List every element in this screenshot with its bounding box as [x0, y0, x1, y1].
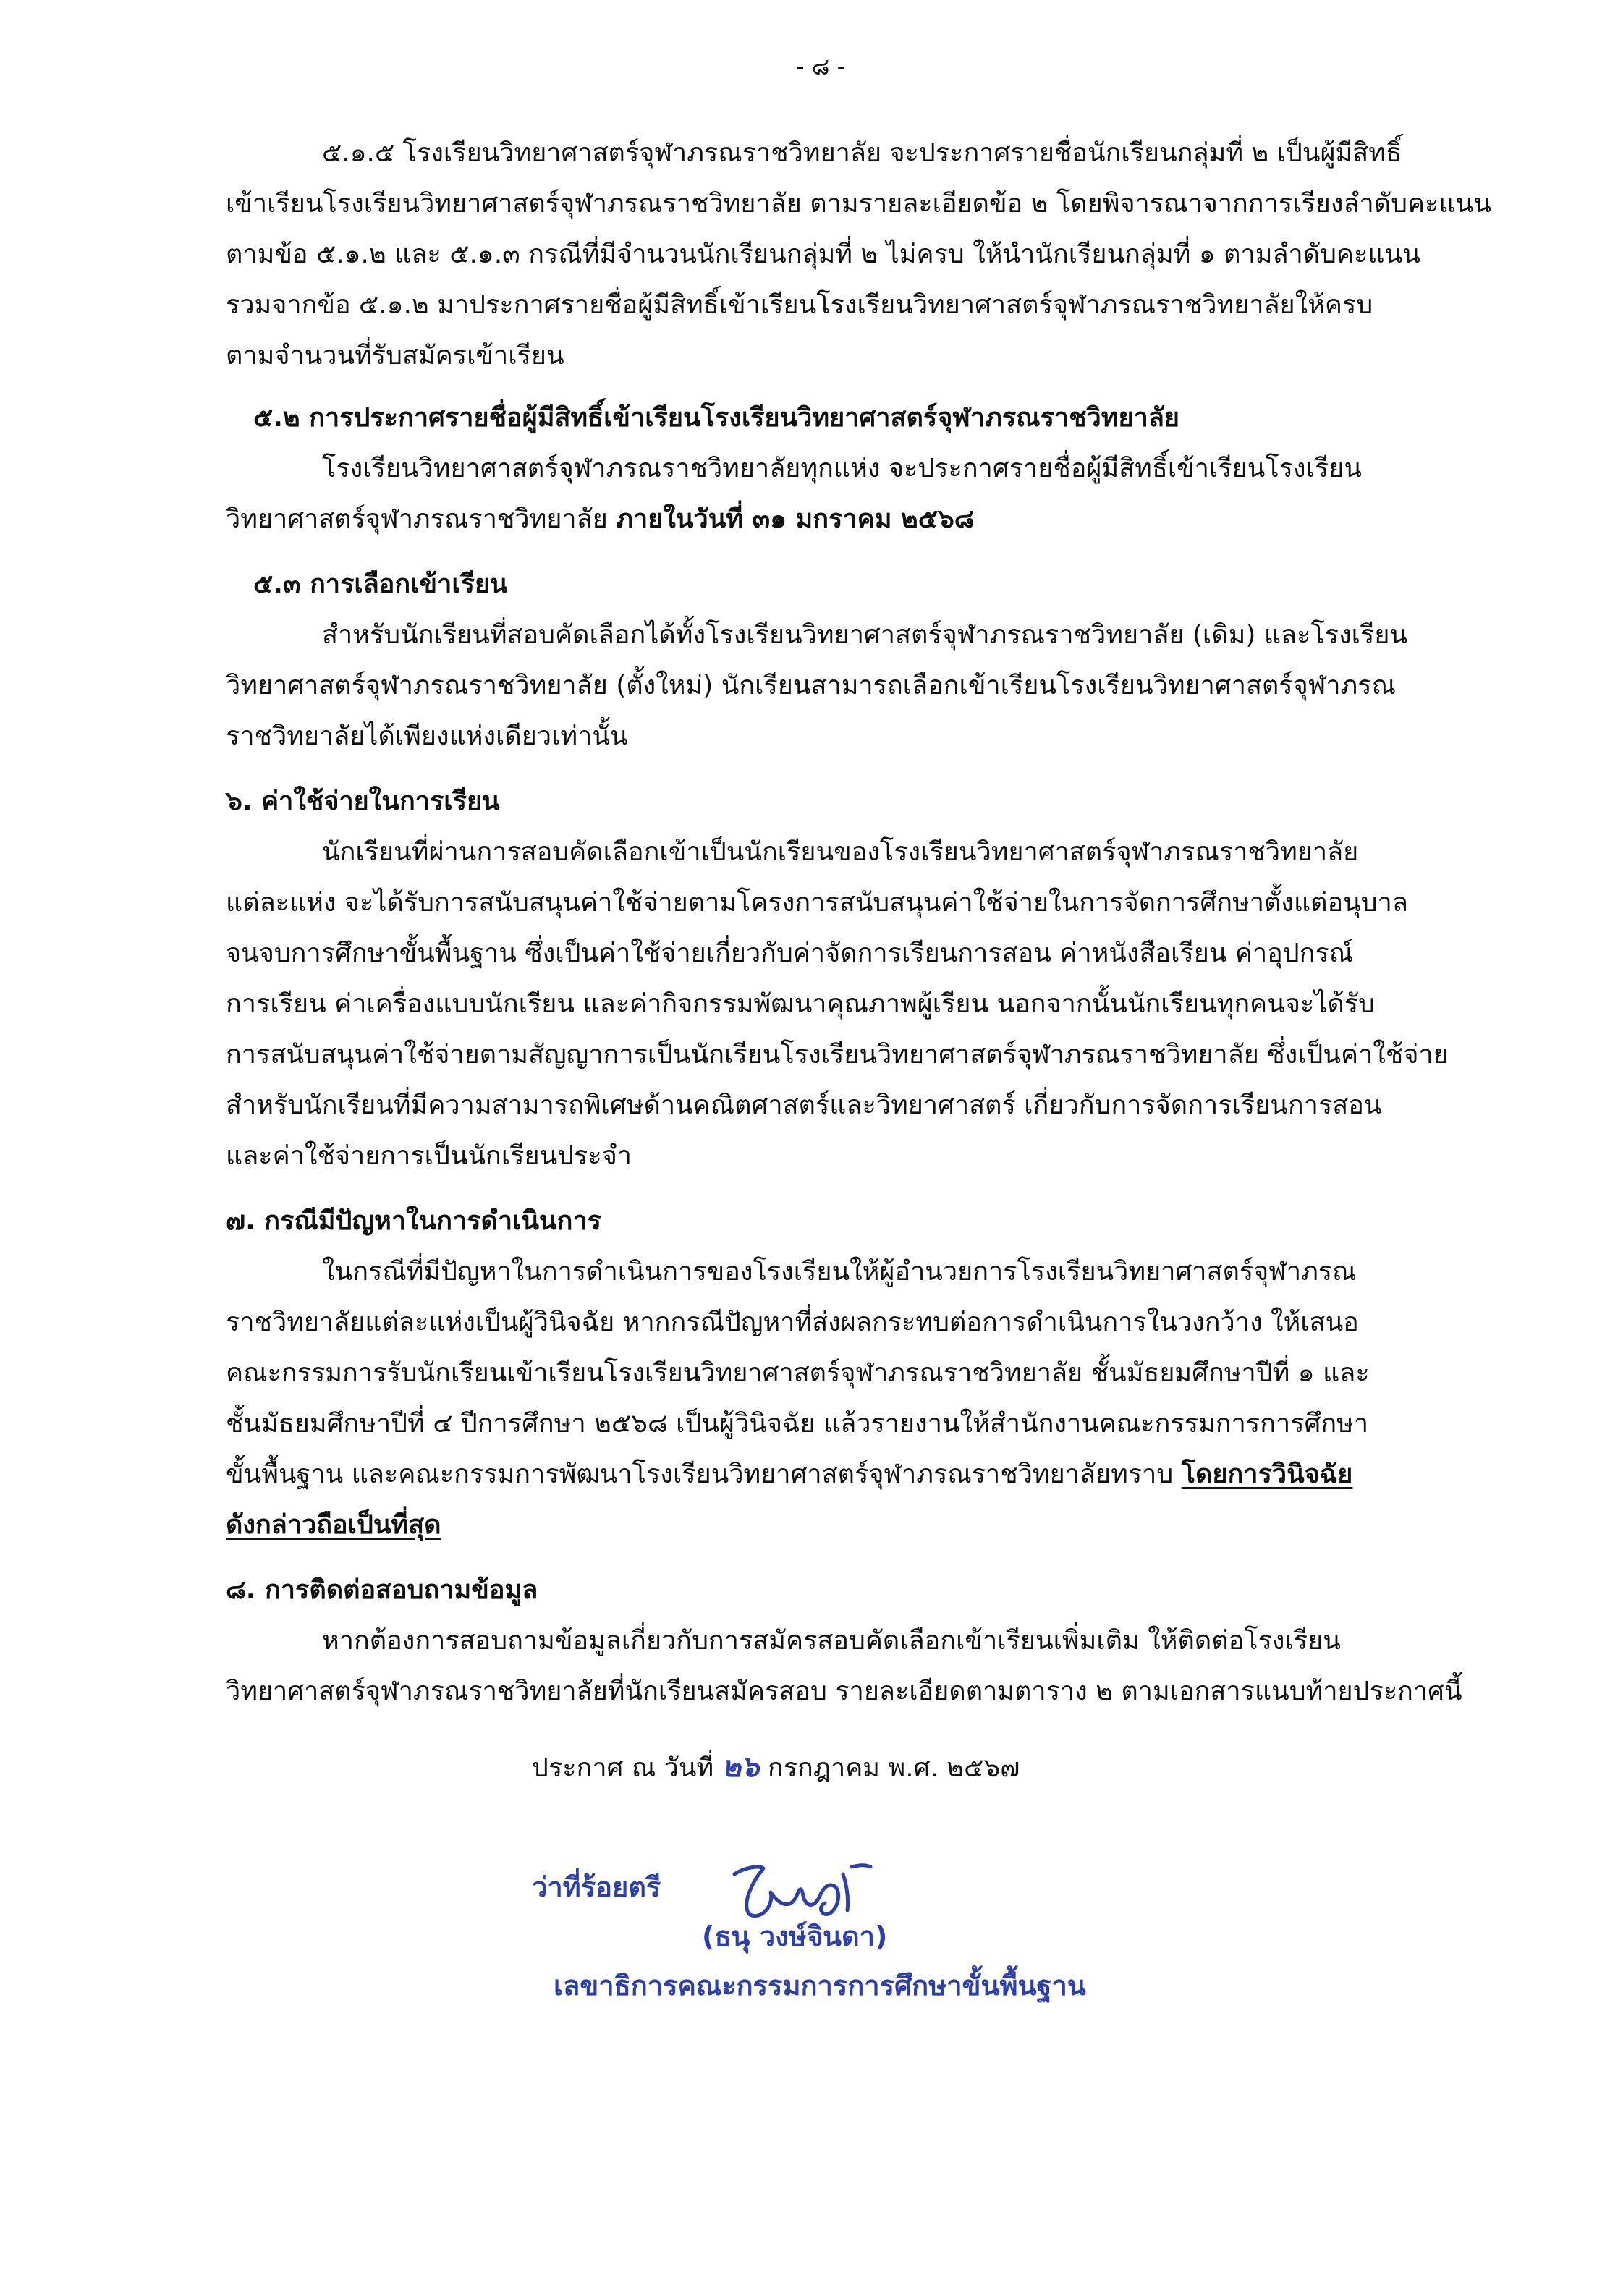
section-7-line-1: ในกรณีที่มีปัญหาในการดำเนินการของโรงเรียนให้ผู้อำนวยการโรงเรียนวิทยาศาสตร์จุฬาภรณ — [322, 1257, 1357, 1287]
section-5-2-deadline: ภายในวันที่ ๓๑ มกราคม ๒๕๖๘ — [616, 504, 975, 534]
p515-line-1: ๕.๑.๕ โรงเรียนวิทยาศาสตร์จุฬาภรณราชวิทยาลัย จะประกาศรายชื่อนักเรียนกลุ่มที่ ๒ เป็นผู้มีสิทธิ์ — [322, 138, 1402, 168]
p515-line-4: รวมจากข้อ ๕.๑.๒ มาประกาศรายชื่อผู้มีสิทธิ์เข้าเรียนโรงเรียนวิทยาศาสตร์จุฬาภรณราชวิทยาลัยให้ครบ — [226, 290, 1373, 320]
section-6-line-1: นักเรียนที่ผ่านการสอบคัดเลือกเข้าเป็นนักเรียนของโรงเรียนวิทยาศาสตร์จุฬาภรณราชวิทยาลัย — [322, 837, 1359, 867]
p515-line-2: เข้าเรียนโรงเรียนวิทยาศาสตร์จุฬาภรณราชวิทยาลัย ตามรายละเอียดข้อ ๒ โดยพิจารณาจากการเรียงลำดับคะแนน — [226, 189, 1491, 219]
section-6-line-2: แต่ละแห่ง จะได้รับการสนับสนุนค่าใช้จ่ายตามโครงการสนับสนุนค่าใช้จ่ายในการจัดการศึกษาตั้งแต่อนุบาล — [226, 888, 1408, 918]
section-7-line-4: ชั้นมัธยมศึกษาปีที่ ๔ ปีการศึกษา ๒๕๖๘ เป็นผู้วินิจฉัย แล้วรายงานให้สำนักงานคณะกรรมการการศึกษา — [226, 1409, 1369, 1439]
section-6-heading: ๖. ค่าใช้จ่ายในการเรียน — [226, 787, 500, 816]
section-8-line-2: วิทยาศาสตร์จุฬาภรณราชวิทยาลัยที่นักเรียนสมัครสอบ รายละเอียดตามตาราง ๒ ตามเอกสารแนบท้ายประกาศนี้ — [226, 1677, 1462, 1706]
section-6-line-6: สำหรับนักเรียนที่มีความสามารถพิเศษด้านคณิตศาสตร์และวิทยาศาสตร์ เกี่ยวกับการจัดการเรียนการสอน — [226, 1090, 1382, 1120]
section-7-line-5 — [226, 1457, 1352, 1492]
section-6-line-4: การเรียน ค่าเครื่องแบบนักเรียน และค่ากิจกรรมพัฒนาคุณภาพผู้เรียน นอกจากนั้นนักเรียนทุกคนจะได้รับ — [226, 989, 1375, 1019]
section-5-3-line-2: วิทยาศาสตร์จุฬาภรณราชวิทยาลัย (ตั้งใหม่) นักเรียนสามารถเลือกเข้าเรียนโรงเรียนวิทยาศาสตร์จุฬาภรณ — [226, 671, 1397, 700]
section-7-line-3: คณะกรรมการรับนักเรียนเข้าเรียนโรงเรียนวิทยาศาสตร์จุฬาภรณราชวิทยาลัย ชั้นมัธยมศึกษาปีที่ ๑ และ — [226, 1358, 1370, 1388]
announcement-day: ๒๖ — [721, 1750, 760, 1784]
section-5-3-line-3: ราชวิทยาลัยได้เพียงแห่งเดียวเท่านั้น — [226, 721, 628, 751]
section-7-heading: ๗. กรณีมีปัญหาในการดำเนินการ — [226, 1206, 602, 1236]
announcement-date — [532, 1750, 1020, 1786]
section-8-heading: ๘. การติดต่อสอบถามข้อมูล — [226, 1575, 538, 1605]
section-7-line-2: ราชวิทยาลัยแต่ละแห่งเป็นผู้วินิจฉัย หากกรณีปัญหาที่ส่งผลกระทบต่อการดำเนินการในวงกว้าง ให้เสนอ — [226, 1308, 1359, 1337]
section-6-line-5: การสนับสนุนค่าใช้จ่ายตามสัญญาการเป็นนักเรียนโรงเรียนวิทยาศาสตร์จุฬาภรณราชวิทยาลัย ซึ่งเป็นค่าใช้จ่าย — [226, 1040, 1449, 1069]
section-7-final-ruling-cont: ดังกล่าวถือเป็นที่สุด — [226, 1510, 441, 1540]
section-5-2-line-1: โรงเรียนวิทยาศาสตร์จุฬาภรณราชวิทยาลัยทุกแห่ง จะประกาศรายชื่อผู้มีสิทธิ์เข้าเรียนโรงเรียน — [322, 454, 1362, 483]
section-5-2-line-2 — [226, 502, 975, 537]
section-6-line-7: และค่าใช้จ่ายการเป็นนักเรียนประจำ — [226, 1141, 632, 1171]
signatory-rank: ว่าที่ร้อยตรี — [532, 1871, 661, 1903]
p515-line-3: ตามข้อ ๕.๑.๒ และ ๕.๑.๓ กรณีที่มีจำนวนนักเรียนกลุ่มที่ ๒ ไม่ครบ ให้นำนักเรียนกลุ่มที่ ๑ ตามลำดับคะแนน — [226, 240, 1420, 269]
section-7-line-5-text: ขั้นพื้นฐาน และคณะกรรมการพัฒนาโรงเรียนวิทยาศาสตร์จุฬาภรณราชวิทยาลัยทราบ — [226, 1460, 1174, 1489]
section-5-3-heading: ๕.๓ การเลือกเข้าเรียน — [253, 569, 508, 599]
section-5-2-line-2-text: วิทยาศาสตร์จุฬาภรณราชวิทยาลัย — [226, 504, 608, 534]
announcement-prefix: ประกาศ ณ วันที่ — [532, 1753, 714, 1783]
section-7-final-ruling: โดยการวินิจฉัย — [1181, 1460, 1353, 1489]
p515-line-5: ตามจำนวนที่รับสมัครเข้าเรียน — [226, 341, 564, 370]
section-8-line-1: หากต้องการสอบถามข้อมูลเกี่ยวกับการสมัครสอบคัดเลือกเข้าเรียนเพิ่มเติม ให้ติดต่อโรงเรียน — [322, 1626, 1341, 1656]
section-5-2-heading: ๕.๒ การประกาศรายชื่อผู้มีสิทธิ์เข้าเรียนโรงเรียนวิทยาศาสตร์จุฬาภรณราชวิทยาลัย — [253, 403, 1179, 433]
announcement-suffix: กรกฎาคม พ.ศ. ๒๕๖๗ — [767, 1753, 1020, 1783]
signatory-name: (ธนุ วงษ์จินดา) — [702, 1920, 888, 1952]
section-6-line-3: จนจบการศึกษาขั้นพื้นฐาน ซึ่งเป็นค่าใช้จ่ายเกี่ยวกับค่าจัดการเรียนการสอน ค่าหนังสือเรียน ค่าอุปกรณ์ — [226, 939, 1354, 968]
page-number: - ๘ - — [796, 53, 846, 80]
signatory-position: เลขาธิการคณะกรรมการการศึกษาขั้นพื้นฐาน — [554, 1970, 1086, 2001]
section-5-3-line-1: สำหรับนักเรียนที่สอบคัดเลือกได้ทั้งโรงเรียนวิทยาศาสตร์จุฬาภรณราชวิทยาลัย (เดิม) และโรงเรียน — [322, 620, 1408, 650]
